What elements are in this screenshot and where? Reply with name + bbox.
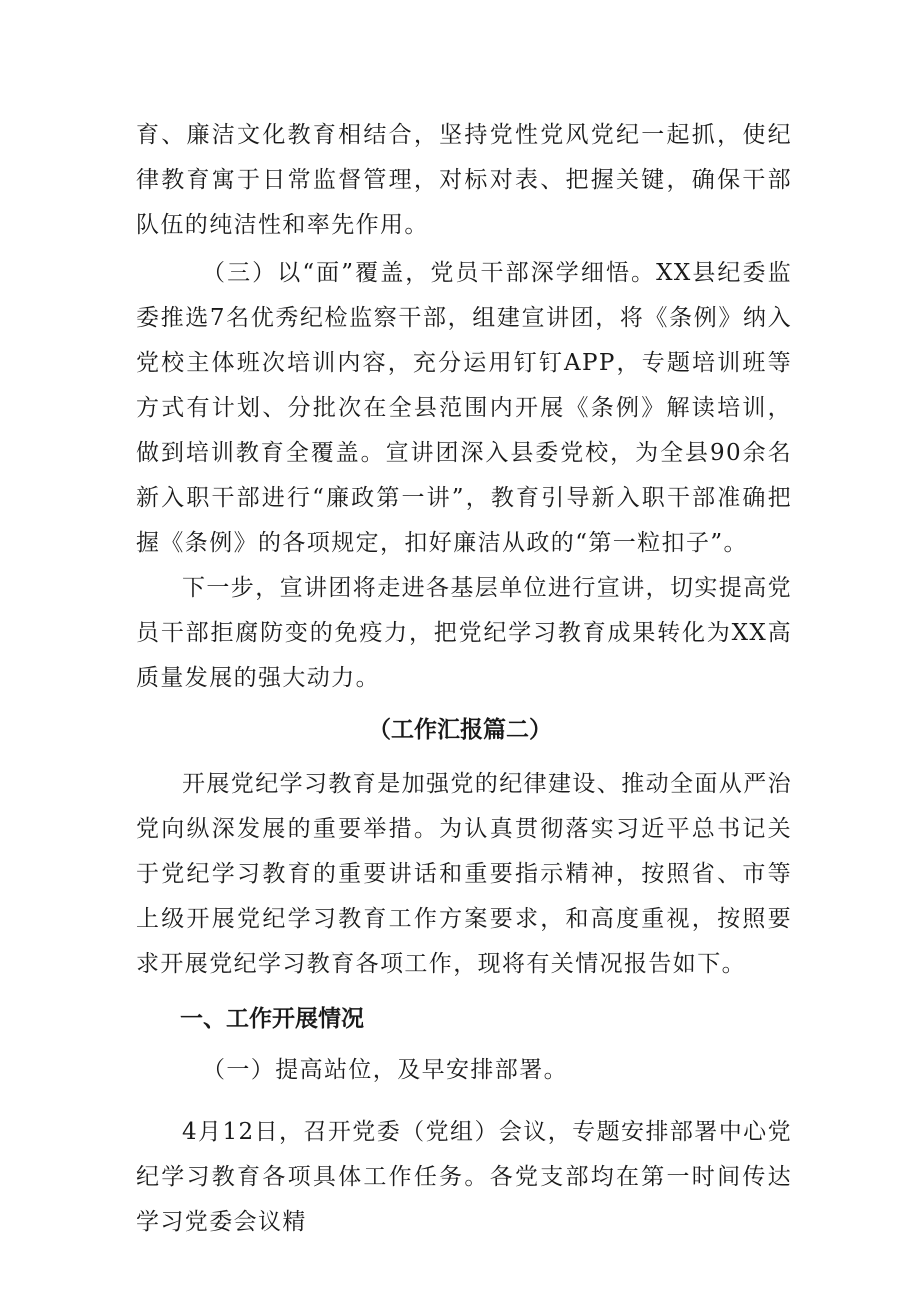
heading-work-progress: 一、工作开展情况 (180, 1006, 364, 1032)
paragraph-next-step: 下一步，宣讲团将走进各基层单位进行宣讲，切实提高党员干部拒腐防变的免疫力，把党纪学习教育成果转化为XX高质量发展的强大动力。 (136, 575, 792, 691)
paragraph-intro: 开展党纪学习教育是加强党的纪律建设、推动全面从严治党向纵深发展的重要举措。为认真贯彻落实习近平总书记关于党纪学习教育的重要讲话和重要指示精神，按照省、市等上级开展党纪学习教育工作方案要求，和高度重视，按照要求开展党纪学习教育各项工作，现将有关情况报告如下。 (136, 771, 792, 977)
paragraph-subheading-one: （一）提高站位，及早安排部署。 (202, 1057, 568, 1083)
section-title: （工作汇报篇二） (368, 717, 552, 743)
paragraph-item-three: （三）以“面”覆盖，党员干部深学细悟。XX县纪委监委推选7名优秀纪检监察干部，组建宣讲团，将《条例》纳入党校主体班次培训内容，充分运用钉钉APP，专题培训班等方式有计划、分批次在全县范围内开展《条例》解读培训，做到培训教育全覆盖。宣讲团深入县委党校，为全县90余名新入职干部进行“廉政第一讲”，教育引导新入职干部准确把握《条例》的各项规定，扣好廉洁从政的“第一粒扣子”。 (136, 260, 792, 556)
paragraph-discipline-education: 育、廉洁文化教育相结合，坚持党性党风党纪一起抓，使纪律教育寓于日常监督管理，对标对表、把握关键，确保干部队伍的纯洁性和率先作用。 (136, 122, 792, 238)
paragraph-april-meeting: 4月12日，召开党委（党组）会议，专题安排部署中心党纪学习教育各项具体工作任务。各党支部均在第一时间传达学习党委会议精 (136, 1119, 792, 1235)
